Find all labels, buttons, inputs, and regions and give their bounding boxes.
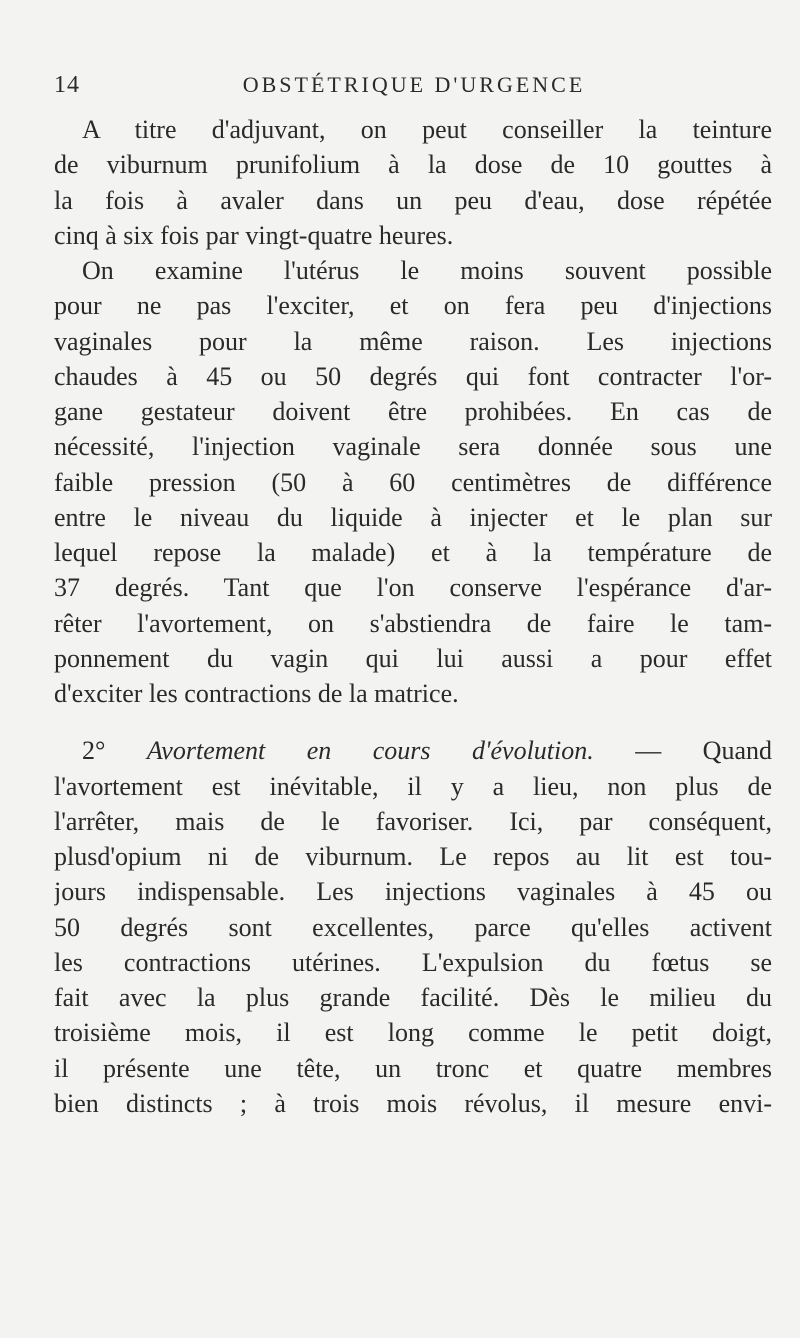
page-number: 14 bbox=[54, 72, 80, 98]
text-line: On examine l'utérus le moins souvent possible bbox=[82, 256, 772, 285]
text-line: pour ne pas l'exciter, et on fera peu d'injections bbox=[54, 291, 772, 321]
text-line: A titre d'adjuvant, on peut conseiller la teinture bbox=[82, 115, 772, 144]
text-line: de viburnum prunifolium à la dose de 10 gouttes à bbox=[54, 150, 772, 180]
text-line: chaudes à 45 ou 50 degrés qui font contracter l'or- bbox=[54, 361, 772, 391]
text-line: bien distincts ; à trois mois révolus, il mesure envi- bbox=[54, 1088, 772, 1118]
text-line: il présente une tête, un tronc et quatre membres bbox=[54, 1053, 772, 1083]
text-line: nécessité, l'injection vaginale sera donnée sous une bbox=[54, 432, 772, 462]
text-line: rêter l'avortement, on s'abstiendra de faire le tam- bbox=[54, 608, 772, 638]
running-title: OBSTÉTRIQUE D'URGENCE bbox=[242, 72, 586, 97]
text-line: cinq à six fois par vingt-quatre heures. bbox=[54, 220, 454, 250]
text-line: la fois à avaler dans un peu d'eau, dose répétée bbox=[54, 185, 772, 215]
text-line: l'arrêter, mais de le favoriser. Ici, par conséquent, bbox=[54, 806, 772, 836]
paragraph-injections bbox=[54, 253, 772, 711]
text-line: gane gestateur doivent être prohibées. En cas de bbox=[54, 397, 772, 426]
section-title: Avortement en cours d'évolution. bbox=[146, 736, 594, 766]
text-line: 37 degrés. Tant que l'on conserve l'espérance d'ar- bbox=[54, 573, 772, 603]
text-run: — Quand bbox=[635, 736, 772, 766]
text-line: plusd'opium ni de viburnum. Le repos au lit est tou- bbox=[54, 842, 772, 871]
page-header bbox=[54, 62, 774, 102]
section-heading-line bbox=[54, 733, 772, 768]
text-line: ponnement du vagin qui lui aussi a pour effet bbox=[54, 643, 772, 673]
section-number: 2° bbox=[82, 736, 106, 766]
body-text bbox=[54, 112, 772, 1121]
text-line: d'exciter les contractions de la matrice. bbox=[54, 679, 459, 708]
paragraph-gap bbox=[54, 711, 772, 733]
text-line: vaginales pour la même raison. Les injections bbox=[54, 326, 772, 356]
text-line: l'avortement est inévitable, il y a lieu, non plus de bbox=[54, 771, 772, 801]
text-line: entre le niveau du liquide à injecter et le plan sur bbox=[54, 502, 772, 532]
text-line: lequel repose la malade) et à la température de bbox=[54, 538, 772, 567]
text-line: 50 degrés sont excellentes, parce qu'elles activent bbox=[54, 912, 772, 942]
text-line: les contractions utérines. L'expulsion du fœtus se bbox=[54, 947, 772, 977]
text-line: fait avec la plus grande facilité. Dès le milieu du bbox=[54, 983, 772, 1012]
text-line: faible pression (50 à 60 centimètres de différence bbox=[54, 467, 772, 497]
paragraph-viburnum bbox=[54, 112, 772, 253]
text-line: troisième mois, il est long comme le petit doigt, bbox=[54, 1018, 772, 1048]
text-line: jours indispensable. Les injections vaginales à 45 ou bbox=[54, 877, 772, 907]
paragraph-avortement-en-cours bbox=[54, 733, 772, 1121]
